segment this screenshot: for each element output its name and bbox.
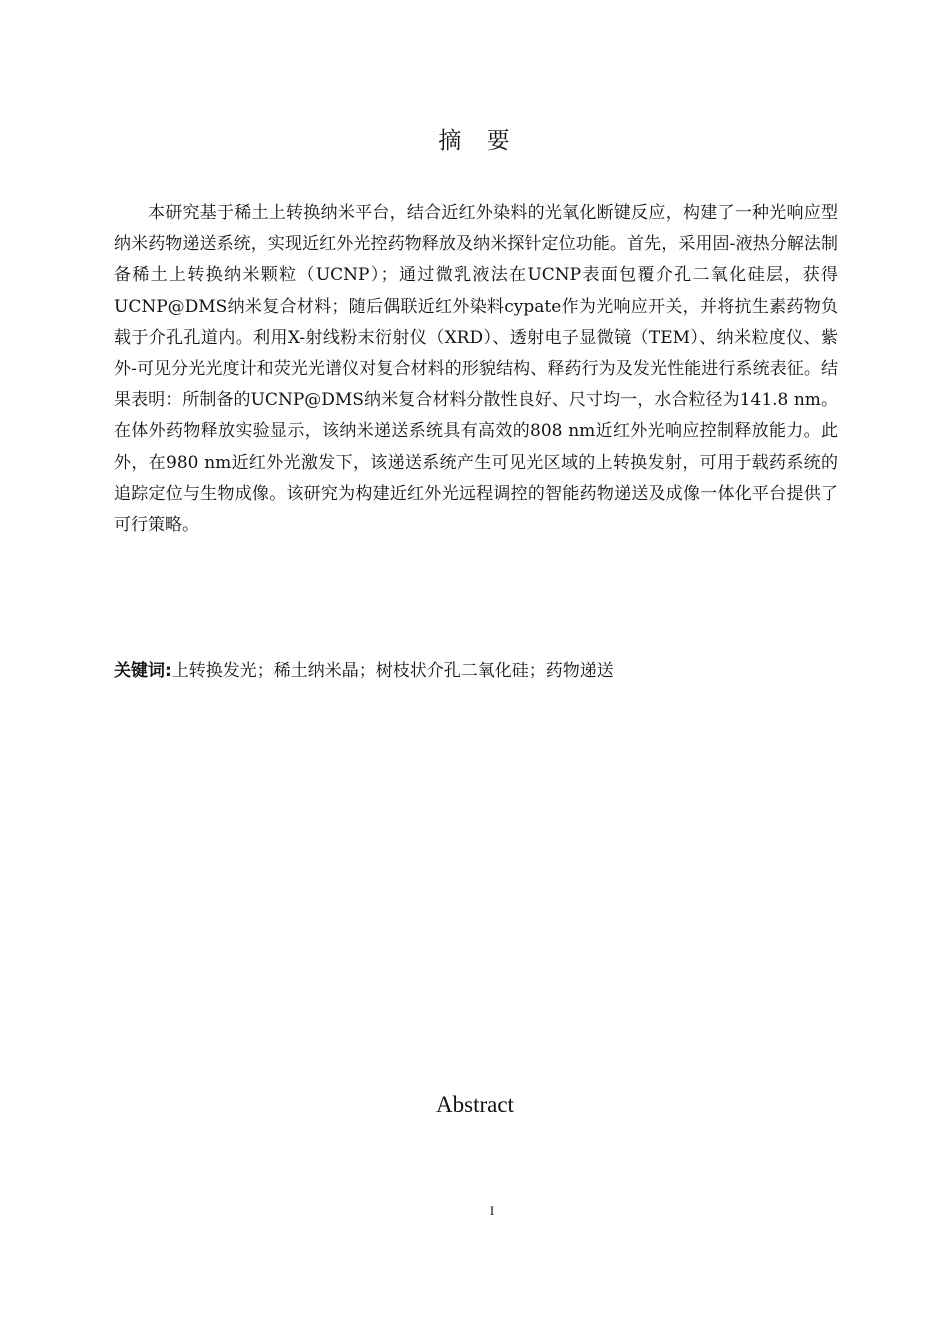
abstract-title-en: Abstract (436, 1092, 514, 1117)
keywords-text: 上转换发光；稀土纳米晶；树枝状介孔二氧化硅；药物递送 (171, 661, 614, 681)
keywords-line (114, 656, 838, 687)
keywords-label: 关键词: (114, 661, 172, 681)
abstract-body-cn: 本研究基于稀土上转换纳米平台，结合近红外染料的光氧化断键反应，构建了一种光响应型纳米药物递送系统，实现近红外光控药物释放及纳米探针定位功能。首先，采用固-液热分解法制备稀土上转换纳米颗粒（UCNP）；通过微乳液法在UCNP表面包覆介孔二氧化硅层，获得UCNP@DMS纳米复合材料；随后偶联近红外染料cypate作为光响应开关，并将抗生素药物负载于介孔孔道内。利用X-射线粉末衍射仪（XRD）、透射电子显微镜（TEM）、纳米粒度仪、紫外-可见分光光度计和荧光光谱仪对复合材料的形貌结构、释药行为及发光性能进行系统表征。结果表明：所制备的UCNP@DMS纳米复合材料分散性良好、尺寸均一，水合粒径为141.8 nm。在体外药物释放实验显示，该纳米递送系统具有高效的808 nm近红外光响应控制释放能力。此外，在980 nm近红外光激发下，该递送系统产生可见光区域的上转换发射，可用于载药系统的追踪定位与生物成像。该研究为构建近红外光远程调控的智能药物递送及成像一体化平台提供了可行策略。 (114, 203, 838, 536)
page-number: I (489, 1203, 495, 1218)
abstract-title-cn: 摘 要 (438, 128, 512, 154)
